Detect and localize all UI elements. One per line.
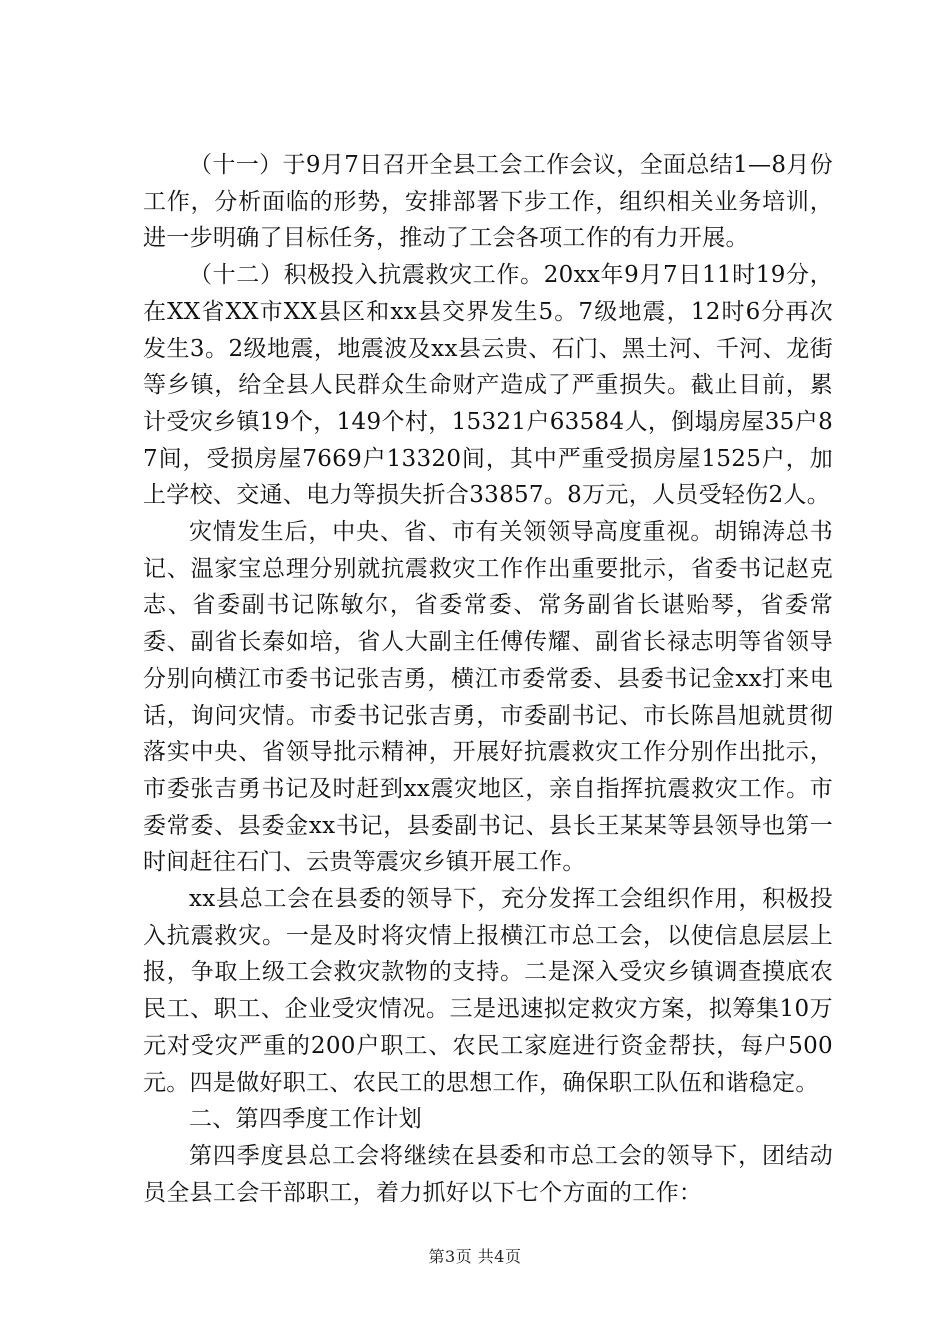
paragraph-earthquake-relief: （十二）积极投入抗震救灾工作。20xx年9月7日11时19分，在XX省XX市XX县区和xx县交界发生5。7级地震，12时6分再次发生3。2级地震，地震波及xx县云贵、石门、黑土河、千河、龙街等乡镇，给全县人民群众生命财产造成了严重损失。截止目前，累计受灾乡镇19个，149个村，15321户63584人，倒塌房屋35户87间，受损房屋7669户13320间，其中严重受损房屋1525户，加上学校、交通、电力等损失折合33857。8万元，人员受轻伤2人。 [143, 262, 833, 509]
paragraph-q4-intro: 第四季度县总工会将继续在县委和市总工会的领导下，团结动员全县工会干部职工，着力抓好以下七个方面的工作： [143, 1142, 833, 1206]
section-heading-q4-plan: 二、第四季度工作计划 [189, 1106, 422, 1133]
page-number-footer: 第3页 共4页 [428, 1247, 522, 1266]
paragraph-leadership-response: 灾情发生后，中央、省、市有关领领导高度重视。胡锦涛总书记、温家宝总理分别就抗震救灾工作作出重要批示，省委书记赵克志、省委副书记陈敏尔，省委常委、常务副省长谌贻琴，省委常委、副省长秦如培，省人大副主任傅传耀、副省长禄志明等省领导分别向横江市委书记张吉勇，横江市委常委、县委书记金xx打来电话，询问灾情。市委书记张吉勇，市委副书记、市长陈昌旭就贯彻落实中央、省领导批示精神，开展好抗震救灾工作分别作出批示，市委张吉勇书记及时赶到xx震灾地区，亲自指挥抗震救灾工作。市委常委、县委金xx书记，县委副书记、县长王某某等县领导也第一时间赶往石门、云贵等震灾乡镇开展工作。 [143, 519, 833, 876]
document-body [143, 147, 833, 1211]
paragraph-meeting: （十一）于9月7日召开全县工会工作会议，全面总结1—8月份工作，分析面临的形势，安排部署下步工作，组织相关业务培训，进一步明确了目标任务，推动了工会各项工作的有力开展。 [143, 152, 833, 252]
paragraph-union-actions: xx县总工会在县委的领导下，充分发挥工会组织作用，积极投入抗震救灾。一是及时将灾情上报横江市总工会，以使信息层层上报，争取上级工会救灾款物的支持。二是深入受灾乡镇调查摸底农民工、职工、企业受灾情况。三是迅速拟定救灾方案，拟筹集10万元对受灾严重的200户职工、农民工家庭进行资金帮扶，每户500元。四是做好职工、农民工的思想工作，确保职工队伍和谐稳定。 [143, 886, 833, 1096]
